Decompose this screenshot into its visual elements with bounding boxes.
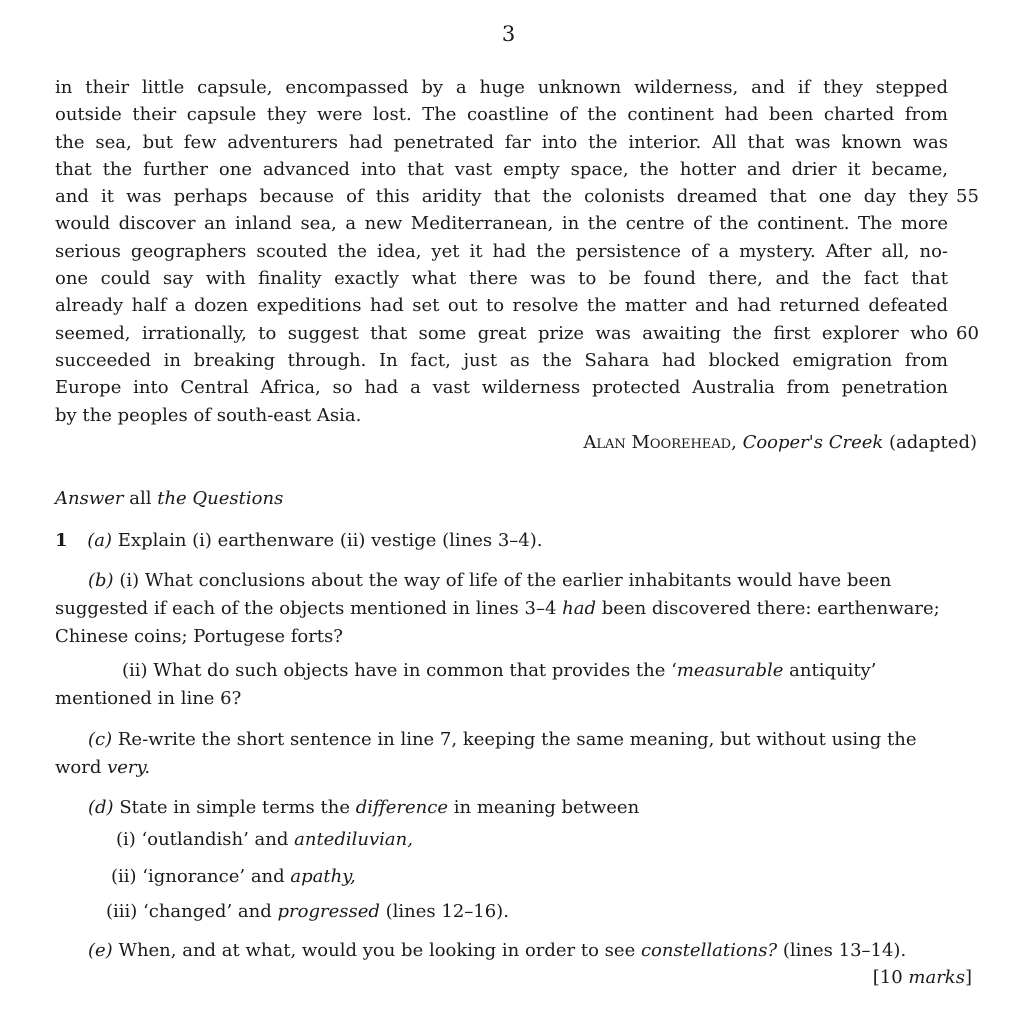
passage-line: the sea, but few adventurers had penetrated far into the interior. All that was known was xyxy=(55,131,948,153)
question-number: 1 xyxy=(55,530,68,551)
passage-line: Europe into Central Africa, so had a vast wilderness protected Australia from penetration xyxy=(55,377,948,399)
question-1b-i-line3: Chinese coins; Portugese forts? xyxy=(55,626,343,647)
line-number-55: 55 xyxy=(956,186,979,208)
passage-line: that the further one advanced into that vast empty space, the hotter and drier it became, xyxy=(55,158,948,180)
line-number-60: 60 xyxy=(956,322,979,344)
passage-line: in their little capsule, encompassed by a huge unknown wilderness, and if they stepped xyxy=(55,77,948,98)
passage-line xyxy=(55,320,979,347)
passage xyxy=(55,74,979,429)
citation xyxy=(583,432,977,453)
question-1d-i: (i) ‘outlandish’ and antediluvian, xyxy=(116,829,413,850)
question-label: (a) xyxy=(87,530,113,551)
question-1d: (d) State in simple terms the difference in meaning between xyxy=(88,797,640,818)
citation-work: Cooper's Creek xyxy=(742,432,884,453)
question-label: (d) xyxy=(88,797,114,818)
passage-line-text: and it was perhaps because of this aridity that the colonists dreamed that one day they xyxy=(55,186,948,208)
passage-line: serious geographers scouted the idea, yet it had the persistence of a mystery. After all, no- xyxy=(55,240,948,262)
passage-line: one could say with finality exactly what there was to be found there, and the fact that xyxy=(55,268,948,290)
passage-line: succeeded in breaking through. In fact, just as the Sahara had blocked emigration from xyxy=(55,349,948,371)
passage-line: outside their capsule they were lost. The coastline of the continent had been charted from xyxy=(55,104,948,126)
question-1d-iii: (iii) ‘changed’ and progressed (lines 12–16). xyxy=(106,901,509,922)
passage-line-text: seemed, irrationally, to suggest that some great prize was awaiting the first explorer who xyxy=(55,322,948,344)
question-1e: (e) When, and at what, would you be looking in order to see constellations? (lines 13–14). xyxy=(88,940,907,961)
question-1a xyxy=(55,530,542,551)
question-1b-i-line2: suggested if each of the objects mentioned in lines 3–4 had been discovered there: earthenware; xyxy=(55,598,940,619)
question-1b-ii-line2: mentioned in line 6? xyxy=(55,688,242,709)
question-label: (b) xyxy=(88,570,114,591)
question-1c-line2: word very. xyxy=(55,757,151,778)
question-label: (c) xyxy=(88,729,113,750)
question-1b-i-line1 xyxy=(88,570,891,591)
citation-author: Alan Moorehead, xyxy=(583,432,737,453)
question-label: (e) xyxy=(88,940,113,961)
marks-label: [10 marks] xyxy=(872,967,972,988)
passage-line: already half a dozen expeditions had set out to resolve the matter and had returned defeated xyxy=(55,295,948,317)
answer-heading: Answer all the Questions xyxy=(55,488,284,509)
question-1c-line1: (c) Re-write the short sentence in line 7, keeping the same meaning, but without using the xyxy=(88,729,917,750)
question-text: (i) What conclusions about the way of life of the earlier inhabitants would have been xyxy=(119,570,892,591)
question-1b-ii-line1: (ii) What do such objects have in common that provides the ‘measurable antiquity’ xyxy=(122,660,877,681)
question-text: Explain (i) earthenware (ii) vestige (lines 3–4). xyxy=(117,530,543,551)
question-1d-ii: (ii) ‘ignorance’ and apathy, xyxy=(111,866,356,887)
passage-line: by the peoples of south-east Asia. xyxy=(55,404,362,426)
citation-note: (adapted) xyxy=(889,432,977,453)
page-number: 3 xyxy=(501,22,516,46)
passage-line: would discover an inland sea, a new Mediterranean, in the centre of the continent. The more xyxy=(55,213,948,235)
passage-line xyxy=(55,183,979,210)
